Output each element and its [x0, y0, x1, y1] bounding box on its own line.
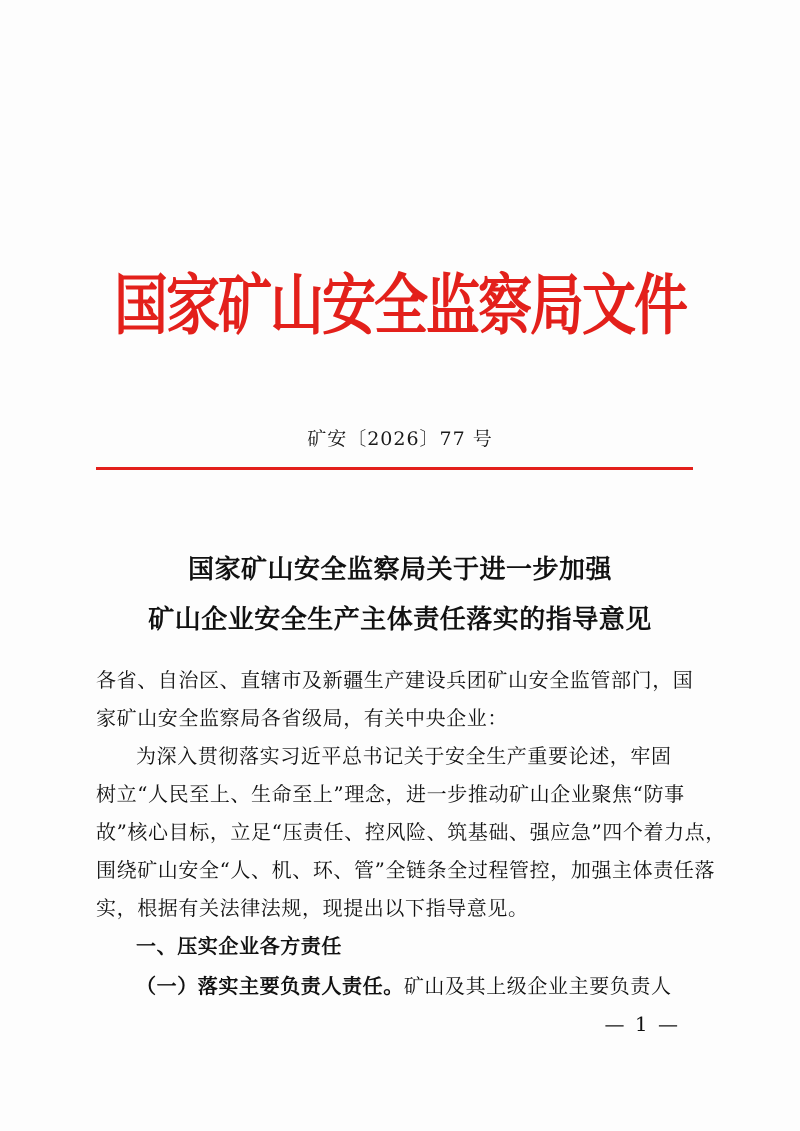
document-title-line-2: 矿山企业安全生产主体责任落实的指导意见: [148, 605, 652, 635]
subsection-label: （一）落实主要负责人责任。: [136, 974, 404, 998]
addressee-line-1: 各省、自治区、直辖市及新疆生产建设兵团矿山安全监管部门，国: [96, 668, 694, 692]
subsection-paragraph: [136, 970, 696, 1002]
addressee-line-2: 家矿山安全监察局各省级局，有关中央企业：: [96, 706, 508, 730]
red-separator-line: [96, 467, 693, 470]
intro-line-2: 树立“人民至上、生命至上”理念，进一步推动矿山企业聚焦“防事: [96, 782, 685, 806]
intro-line-1: 为深入贯彻落实习近平总书记关于安全生产重要论述，牢固: [136, 744, 672, 768]
intro-line-3: 故”核心目标，立足“压责任、控风险、筑基础、强应急”四个着力点，: [96, 820, 726, 844]
subsection-text: 矿山及其上级企业主要负责人: [403, 974, 672, 998]
intro-line-5: 实，根据有关法律法规，现提出以下指导意见。: [96, 896, 529, 920]
document-title-line-1: 国家矿山安全监察局关于进一步加强: [187, 555, 612, 585]
document-number: 矿安〔2026〕77 号: [307, 428, 493, 450]
section-heading: 一、压实企业各方责任: [136, 934, 342, 958]
red-masthead: 国家矿山安全监察局文件: [114, 265, 686, 344]
intro-line-4: 围绕矿山安全“人、机、环、管”全链条全过程管控，加强主体责任落: [96, 858, 716, 882]
page-number: — 1 —: [604, 1012, 680, 1036]
